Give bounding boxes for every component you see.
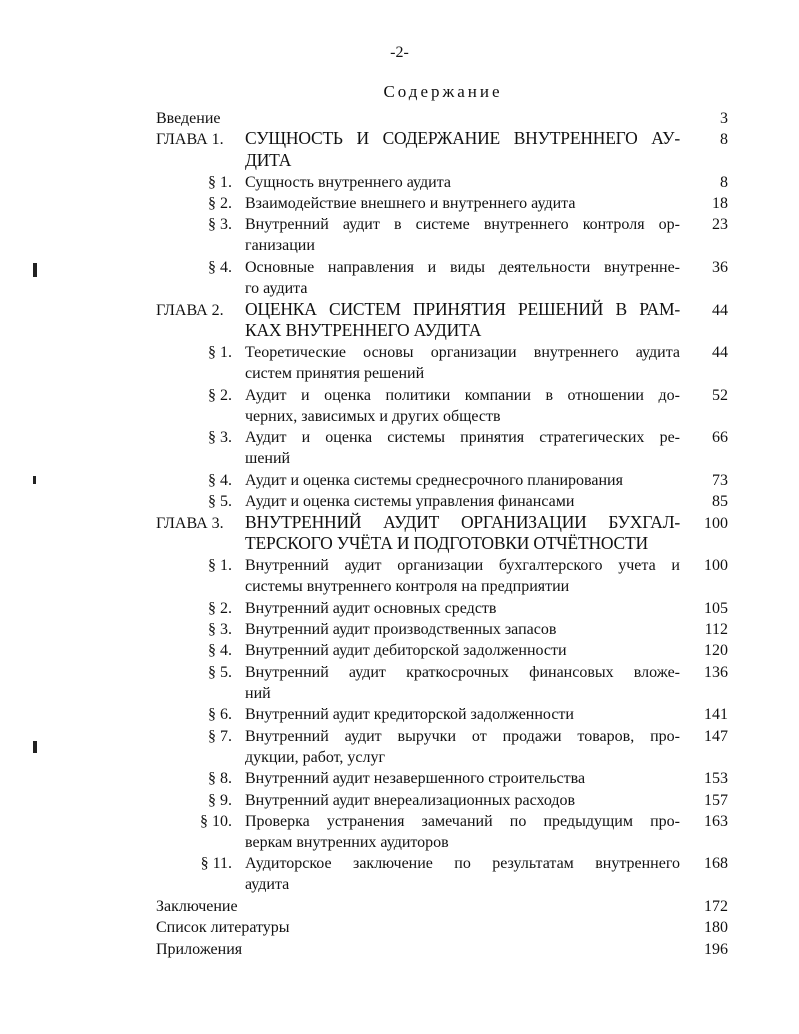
section-number: § 11. — [200, 855, 232, 873]
title-line: ОЦЕНКА СИСТЕМ ПРИНЯТИЯ РЕШЕНИЙ В РАМ- — [245, 298, 680, 319]
toc-entry — [0, 513, 799, 556]
section-title — [245, 555, 680, 597]
page-ref: 52 — [712, 386, 728, 404]
page-ref: 23 — [712, 216, 728, 234]
title-line: Аудит и оценка системы принятия стратегических ре- — [245, 429, 680, 447]
page-ref: 120 — [704, 642, 728, 660]
section-title — [245, 619, 680, 640]
chapter-label: ГЛАВА 2. — [156, 301, 224, 319]
section-number: § 3. — [208, 216, 232, 234]
page-ref: 44 — [712, 344, 728, 362]
title-line: Основные направления и виды деятельности внутренне- — [245, 259, 680, 277]
section-number: § 10. — [200, 812, 232, 830]
title-line: Сущность внутреннего аудита — [245, 173, 452, 191]
toc-entry — [0, 257, 799, 300]
entry-label: Приложения — [156, 940, 243, 958]
section-number: § 4. — [208, 472, 232, 490]
title-line: КАХ ВНУТРЕННЕГО АУДИТА — [245, 319, 482, 340]
title-line: Теоретические основы организации внутреннего аудита — [245, 344, 680, 362]
page-ref: 196 — [704, 940, 728, 958]
title-line: веркам внутренних аудиторов — [245, 833, 449, 851]
section-number: § 3. — [208, 429, 232, 447]
section-title — [245, 385, 680, 427]
page-ref: 153 — [704, 770, 728, 788]
page-ref: 85 — [712, 493, 728, 511]
section-title — [245, 704, 680, 725]
title-line: ний — [245, 684, 271, 702]
section-number: § 5. — [208, 663, 232, 681]
section-title — [245, 172, 680, 193]
title-line: Внутренний аудит основных средств — [245, 599, 497, 617]
section-title — [245, 257, 680, 299]
entry-label: Заключение — [156, 897, 238, 915]
title-line: черних, зависимых и других обществ — [245, 407, 501, 425]
title-line: го аудита — [245, 280, 308, 298]
title-line: Проверка устранения замечаний по предыдущим про- — [245, 812, 680, 830]
title-line: дукции, работ, услуг — [245, 748, 386, 766]
toc-entry — [0, 917, 799, 938]
page-ref: 36 — [712, 259, 728, 277]
section-number: § 9. — [208, 791, 232, 809]
section-title — [245, 193, 680, 214]
toc-entry — [0, 704, 799, 725]
title-line: Взаимодействие внешнего и внутреннего аудита — [245, 195, 576, 213]
section-number: § 8. — [208, 770, 232, 788]
section-number: § 3. — [208, 621, 232, 639]
title-line: Внутренний аудит выручки от продажи товаров, про- — [245, 727, 680, 745]
toc-entry — [0, 108, 799, 129]
section-title — [245, 811, 680, 853]
toc-entry — [0, 811, 799, 854]
title-line: Внутренний аудит производственных запасов — [245, 621, 557, 639]
toc-entry — [0, 768, 799, 789]
section-title — [245, 768, 680, 789]
section-title — [245, 427, 680, 469]
section-number: § 4. — [208, 642, 232, 660]
page-ref: 100 — [704, 514, 728, 532]
section-number: § 6. — [208, 706, 232, 724]
page-ref: 172 — [704, 897, 728, 915]
chapter-title — [245, 299, 680, 342]
title-line: Внутренний аудит незавершенного строительства — [245, 770, 586, 788]
title-line: ганизации — [245, 237, 315, 255]
toc-entry — [0, 619, 799, 640]
title-line: ВНУТРЕННИЙ АУДИТ ОРГАНИЗАЦИИ БУХГАЛ- — [245, 511, 680, 532]
toc-entry — [0, 555, 799, 598]
page-ref: 157 — [704, 791, 728, 809]
section-title — [245, 214, 680, 256]
scan-speck — [33, 741, 37, 753]
page-ref: 141 — [704, 706, 728, 724]
toc-entry — [0, 129, 799, 172]
page-number: -2- — [390, 44, 409, 61]
toc-entry — [0, 385, 799, 428]
toc-entry — [0, 342, 799, 385]
section-number: § 4. — [208, 259, 232, 277]
page-ref: 147 — [704, 727, 728, 745]
toc-entry — [0, 172, 799, 193]
title-line: Аудит и оценка системы среднесрочного планирования — [245, 472, 623, 490]
section-title — [245, 470, 680, 491]
scan-speck — [33, 476, 36, 484]
section-title — [245, 790, 680, 811]
section-title — [245, 598, 680, 619]
scan-speck — [33, 263, 37, 277]
title-line: шений — [245, 450, 291, 468]
title-line: Внутренний аудит в системе внутреннего контроля ор- — [245, 216, 680, 234]
section-title — [245, 662, 680, 704]
title-line: аудита — [245, 876, 290, 894]
section-number: § 2. — [208, 195, 232, 213]
toc-entry — [0, 662, 799, 705]
title-line: Внутренний аудит краткосрочных финансовых вложе- — [245, 663, 680, 681]
section-number: § 1. — [208, 344, 232, 362]
section-number: § 1. — [208, 557, 232, 575]
title-line: ДИТА — [245, 149, 292, 170]
toc-entry — [0, 427, 799, 470]
page-ref: 3 — [720, 110, 728, 127]
title-line: систем принятия решений — [245, 365, 425, 383]
title-line: Аудиторское заключение по результатам внутреннего — [245, 855, 680, 873]
title-line: Аудит и оценка политики компании в отношении до- — [245, 386, 680, 404]
page-ref: 136 — [704, 663, 728, 681]
chapter-title — [245, 128, 680, 171]
toc-entry — [0, 470, 799, 491]
section-number: § 7. — [208, 727, 232, 745]
toc-entry — [0, 939, 799, 960]
section-title — [245, 342, 680, 384]
page-ref: 66 — [712, 429, 728, 447]
title-line: Внутренний аудит кредиторской задолженности — [245, 706, 574, 724]
page-ref: 8 — [720, 173, 728, 191]
toc-entry — [0, 300, 799, 343]
toc-entry — [0, 193, 799, 214]
toc-entry — [0, 598, 799, 619]
toc-entry — [0, 896, 799, 917]
chapter-label: ГЛАВА 1. — [156, 131, 224, 149]
page-ref: 73 — [712, 472, 728, 490]
toc-entry — [0, 853, 799, 896]
chapter-label: ГЛАВА 3. — [156, 514, 224, 532]
page-ref: 8 — [720, 131, 728, 149]
entry-label: Введение — [156, 110, 221, 127]
page-ref: 163 — [704, 812, 728, 830]
title-line: СУЩНОСТЬ И СОДЕРЖАНИЕ ВНУТРЕННЕГО АУ- — [245, 128, 680, 149]
section-title — [245, 853, 680, 895]
title-line: Аудит и оценка системы управления финансами — [245, 493, 575, 511]
section-title — [245, 726, 680, 768]
page-ref: 180 — [704, 919, 728, 937]
section-number: § 2. — [208, 386, 232, 404]
toc-entry — [0, 726, 799, 769]
page-ref: 168 — [704, 855, 728, 873]
title-line: Внутренний аудит дебиторской задолженности — [245, 642, 567, 660]
toc-entry — [0, 640, 799, 661]
title-line: системы внутреннего контроля на предприятии — [245, 578, 570, 596]
toc-entry — [0, 214, 799, 257]
section-number: § 5. — [208, 493, 232, 511]
section-title — [245, 491, 680, 512]
title-line: Внутренний аудит организации бухгалтерского учета и — [245, 557, 680, 575]
page-ref: 18 — [712, 195, 728, 213]
page-ref: 112 — [704, 621, 728, 639]
title-line: Внутренний аудит внереализационных расходов — [245, 791, 576, 809]
page-ref: 44 — [712, 301, 728, 319]
page-ref: 100 — [704, 557, 728, 575]
toc-heading: Содержание — [383, 82, 503, 101]
entry-label: Список литературы — [156, 919, 290, 937]
toc-entry — [0, 491, 799, 512]
title-line: ТЕРСКОГО УЧЁТА И ПОДГОТОВКИ ОТЧЁТНОСТИ — [245, 532, 648, 553]
section-number: § 1. — [208, 173, 232, 191]
page-ref: 105 — [704, 599, 728, 617]
section-number: § 2. — [208, 599, 232, 617]
chapter-title — [245, 512, 680, 555]
section-title — [245, 640, 680, 661]
table-of-contents — [0, 108, 799, 960]
toc-entry — [0, 790, 799, 811]
